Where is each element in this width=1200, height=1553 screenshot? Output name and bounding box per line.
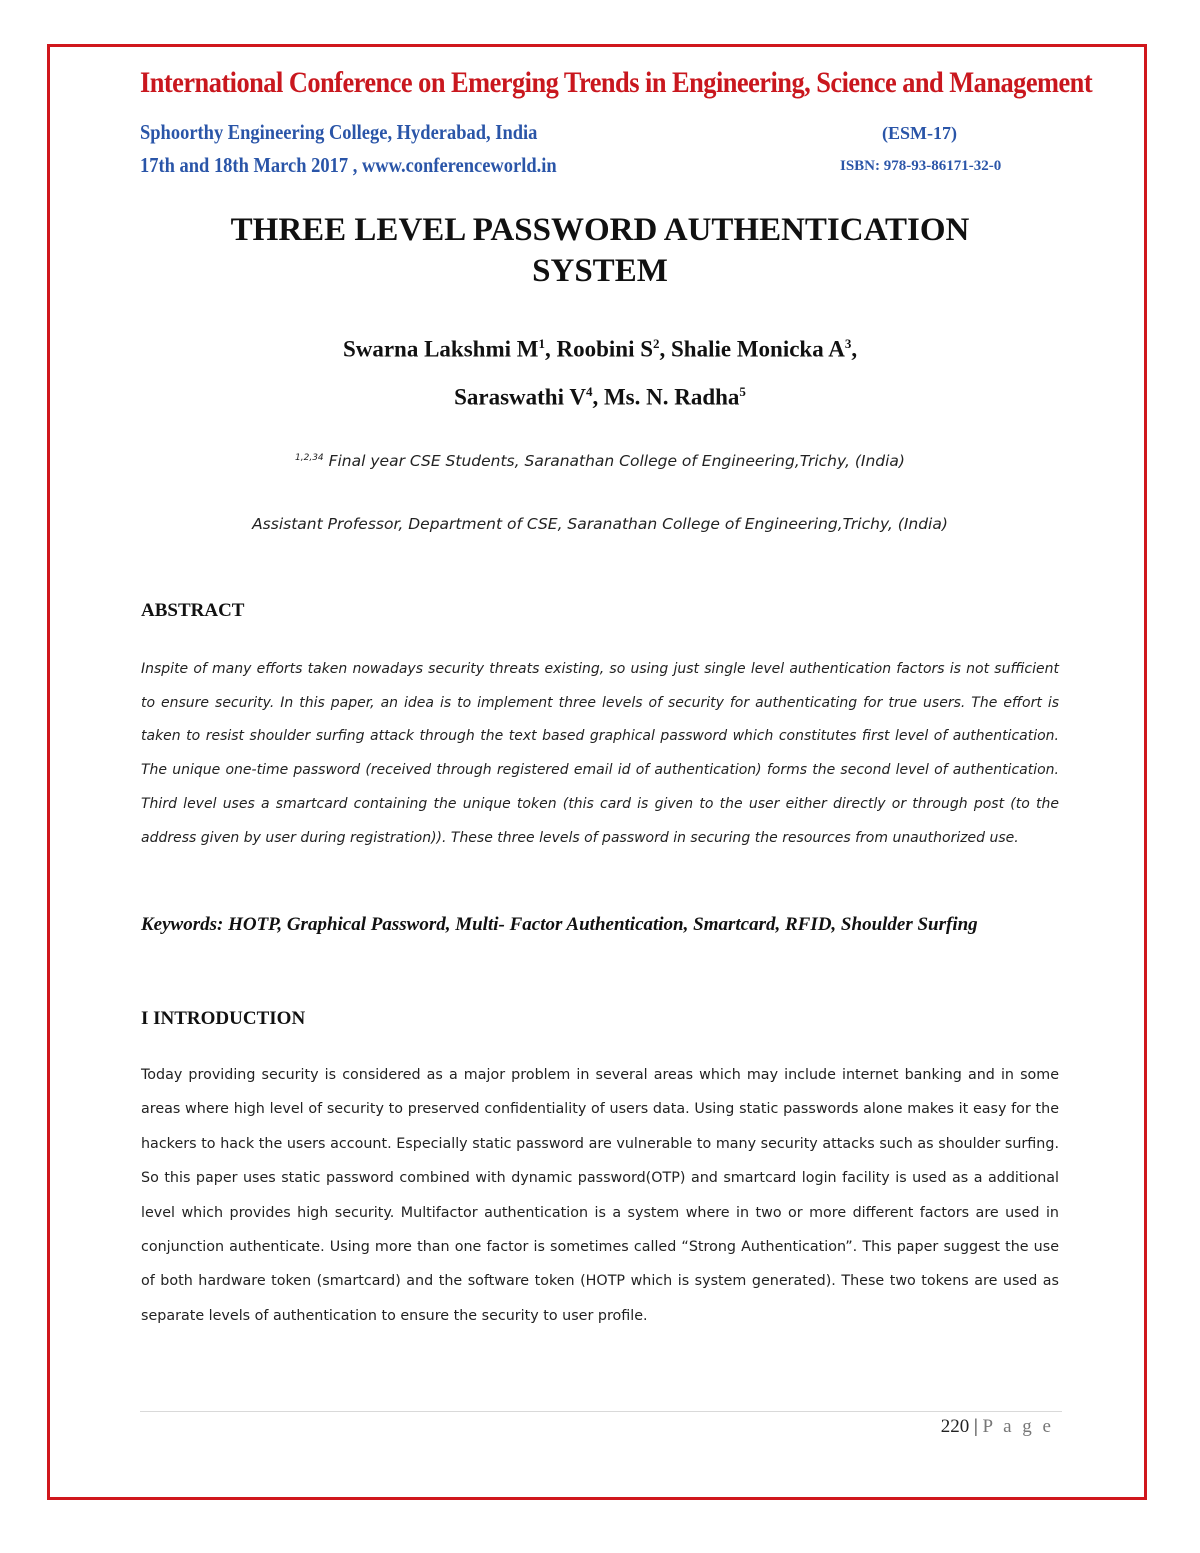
affiliation-sup: 1,2,34 [295,452,324,463]
author-separator: , [851,336,858,362]
author-name: Swarna Lakshmi M [342,336,539,362]
author-name: Roobini S [556,336,653,362]
author-name: Saraswathi V [454,384,586,410]
keywords: Keywords: HOTP, Graphical Password, Multi- Factor Authentication, Smartcard, RFID, Shoulder Surfing [141,914,978,935]
introduction-heading: I INTRODUCTION [141,1008,306,1029]
abstract-heading: ABSTRACT [141,600,245,621]
page-number-separator: | [969,1416,983,1437]
affiliation-professor: Assistant Professor, Department of CSE, Saranathan College of Engineering,Trichy, (India) [252,515,948,533]
author-name: Shalie Monicka A [671,336,845,362]
page-number [941,1416,1054,1438]
author-sup: 1 [538,336,545,351]
author-sup: 5 [739,384,746,399]
author-sup: 3 [844,336,852,351]
conference-code: (ESM-17) [882,123,957,143]
page-word: P a g e [982,1416,1054,1437]
abstract-body: Inspite of many efforts taken nowadays security threats existing, so using just single level authentication factors is not sufficient to ensure security. In this paper, an idea is to implement three levels of security for authenticating for true users. The effort is taken to resist shoulder surfing attack through the text based graphical password which constitutes first level of authentication. The unique one-time password (received through registered email id of authentication) forms the second level of authentication. Third level uses a smartcard containing the unique token (this card is given to the user either directly or through post (to the address given by user during registration)). These three levels of password in securing the resources from unauthorized use. [141,661,1059,846]
conference-dates-site: 17th and 18th March 2017 , www.conferenceworld.in [140,153,557,177]
author-separator: , [592,384,604,410]
author-separator: , [544,336,557,362]
affiliation-text: Final year CSE Students, Saranathan College of Engineering,Trichy, (India) [323,452,905,470]
page-number-value: 220 [940,1416,970,1437]
paper-title-line2: SYSTEM [532,253,668,289]
affiliation-students [150,452,1050,470]
paper-title [150,210,1050,292]
author-separator: , [659,336,671,362]
author-name: Ms. N. Radha [603,384,740,410]
footer-divider [140,1411,1062,1412]
introduction-body: Today providing security is considered as a major problem in several areas which may include internet banking and in some areas where high level of security to preserved confidentiality of users data. Using static passwords alone makes it easy for the hackers to hack the users account. Especially static password are vulnerable to many security attacks such as shoulder surfing. So this paper uses static password combined with dynamic password(OTP) and smartcard login facility is used as a additional level which provides high security. Multifactor authentication is a system where in two or more different factors are used in conjunction authenticate. Using more than one factor is sometimes called “Strong Authentication”. This paper suggest the use of both hardware token (smartcard) and the software token (HOTP which is system generated). These two tokens are used as separate levels of authentication to ensure the security to user profile. [141,1067,1059,1324]
conference-title: International Conference on Emerging Trends in Engineering, Science and Management [140,66,1093,99]
authors-line2 [150,384,1050,411]
paper-title-line1: THREE LEVEL PASSWORD AUTHENTICATION [230,212,970,248]
author-sup: 4 [585,384,593,399]
authors-line1 [150,336,1050,363]
author-sup: 2 [653,336,660,351]
conference-venue: Sphoorthy Engineering College, Hyderabad, India [140,120,538,144]
conference-isbn: ISBN: 978-93-86171-32-0 [840,158,1002,174]
